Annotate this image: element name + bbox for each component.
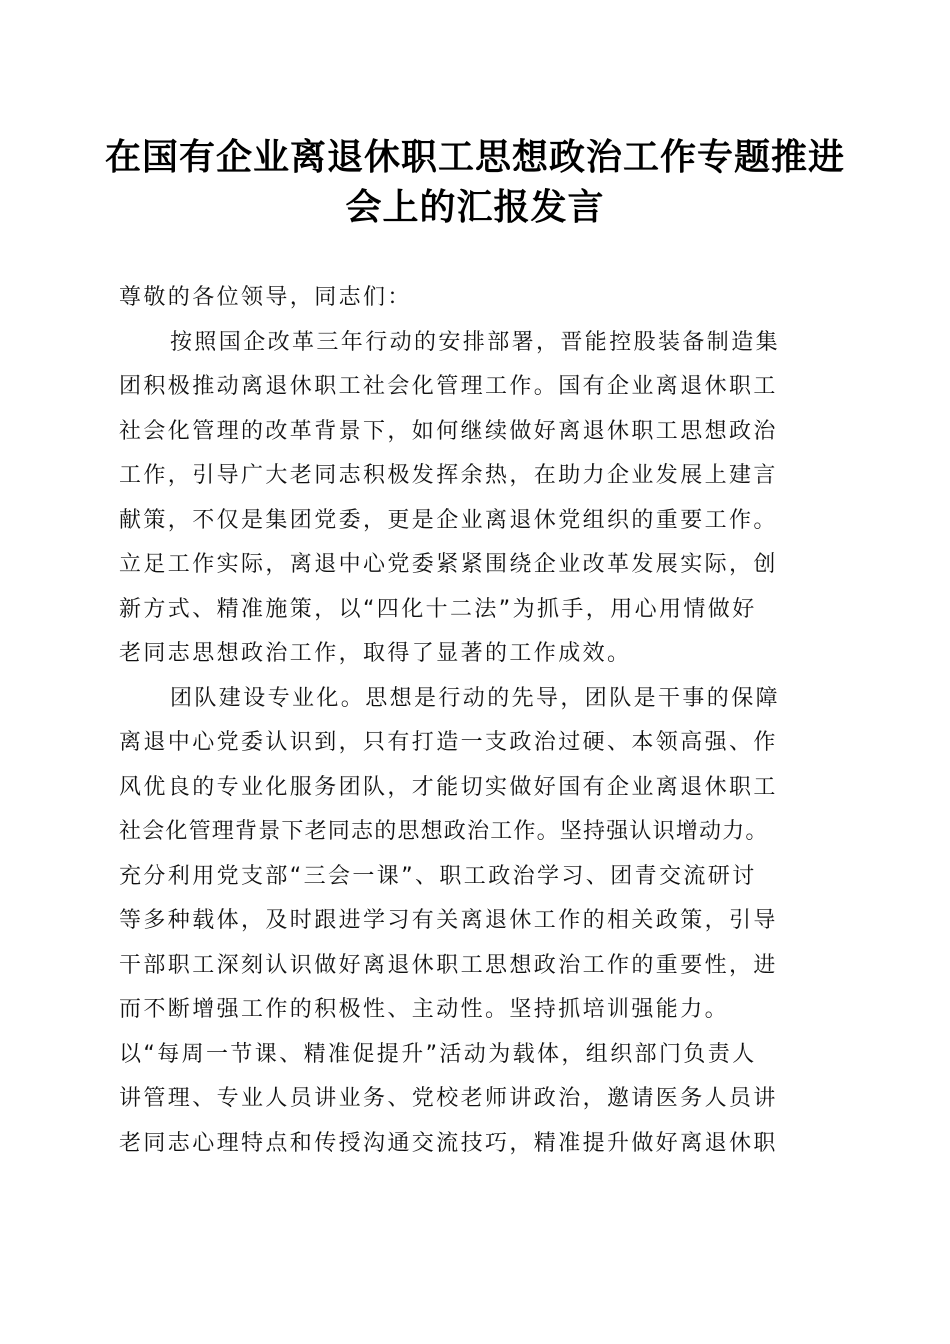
salutation: 尊敬的各位领导，同志们： [119,285,412,310]
paragraph-line: 团积极推动离退休职工社会化管理工作。国有企业离退休职工 [119,374,778,399]
paragraph-line: 团队建设专业化。思想是行动的先导，团队是干事的保障 [170,685,781,711]
paragraph-line: 老同志思想政治工作，取得了显著的工作成效。 [119,641,632,666]
title-line-2: 会上的汇报发言 [345,186,605,228]
paragraph-line: 献策，不仅是集团党委，更是企业离退休党组织的重要工作。 [119,507,778,533]
title-line-1: 在国有企业离退休职工思想政治工作专题推进 [104,136,845,178]
paragraph-line: 而不断增强工作的积极性、主动性。坚持抓培训强能力。 [119,997,730,1022]
document-title [90,132,860,232]
paragraph-line: 按照国企改革三年行动的安排部署，晋能控股装备制造集 [170,329,781,355]
paragraph-2 [119,677,839,1167]
paragraph-line: 等多种载体，及时跟进学习有关离退休工作的相关政策，引导 [119,908,778,933]
paragraph-line: 工作，引导广大老同志积极发挥余热，在助力企业发展上建言 [119,463,778,488]
paragraph-line: 老同志心理特点和传授沟通交流技巧，精准提升做好离退休职 [119,1130,778,1156]
document-body [119,276,839,1166]
paragraph-line: 讲管理、专业人员讲业务、党校老师讲政治，邀请医务人员讲 [119,1086,778,1111]
paragraph-line: 充分利用党支部“三会一课”、职工政治学习、团青交流研讨 [119,863,757,889]
paragraph-line: 社会化管理背景下老同志的思想政治工作。坚持强认识增动力。 [119,819,769,844]
paragraph-line: 风优良的专业化服务团队，才能切实做好国有企业离退休职工 [119,774,778,800]
paragraph-1 [119,321,839,677]
paragraph-line: 社会化管理的改革背景下，如何继续做好离退休职工思想政治 [119,418,778,444]
paragraph-line: 干部职工深刻认识做好离退休职工思想政治工作的重要性，进 [119,952,778,978]
paragraph-line: 离退中心党委认识到，只有打造一支政治过硬、本领高强、作 [119,730,778,755]
paragraph-line: 以“每周一节课、精准促提升”活动为载体，组织部门负责人 [119,1041,757,1067]
paragraph-line: 新方式、精准施策，以“四化十二法”为抓手，用心用情做好 [119,596,757,622]
paragraph-line: 立足工作实际，离退中心党委紧紧围绕企业改革发展实际，创 [119,552,778,577]
